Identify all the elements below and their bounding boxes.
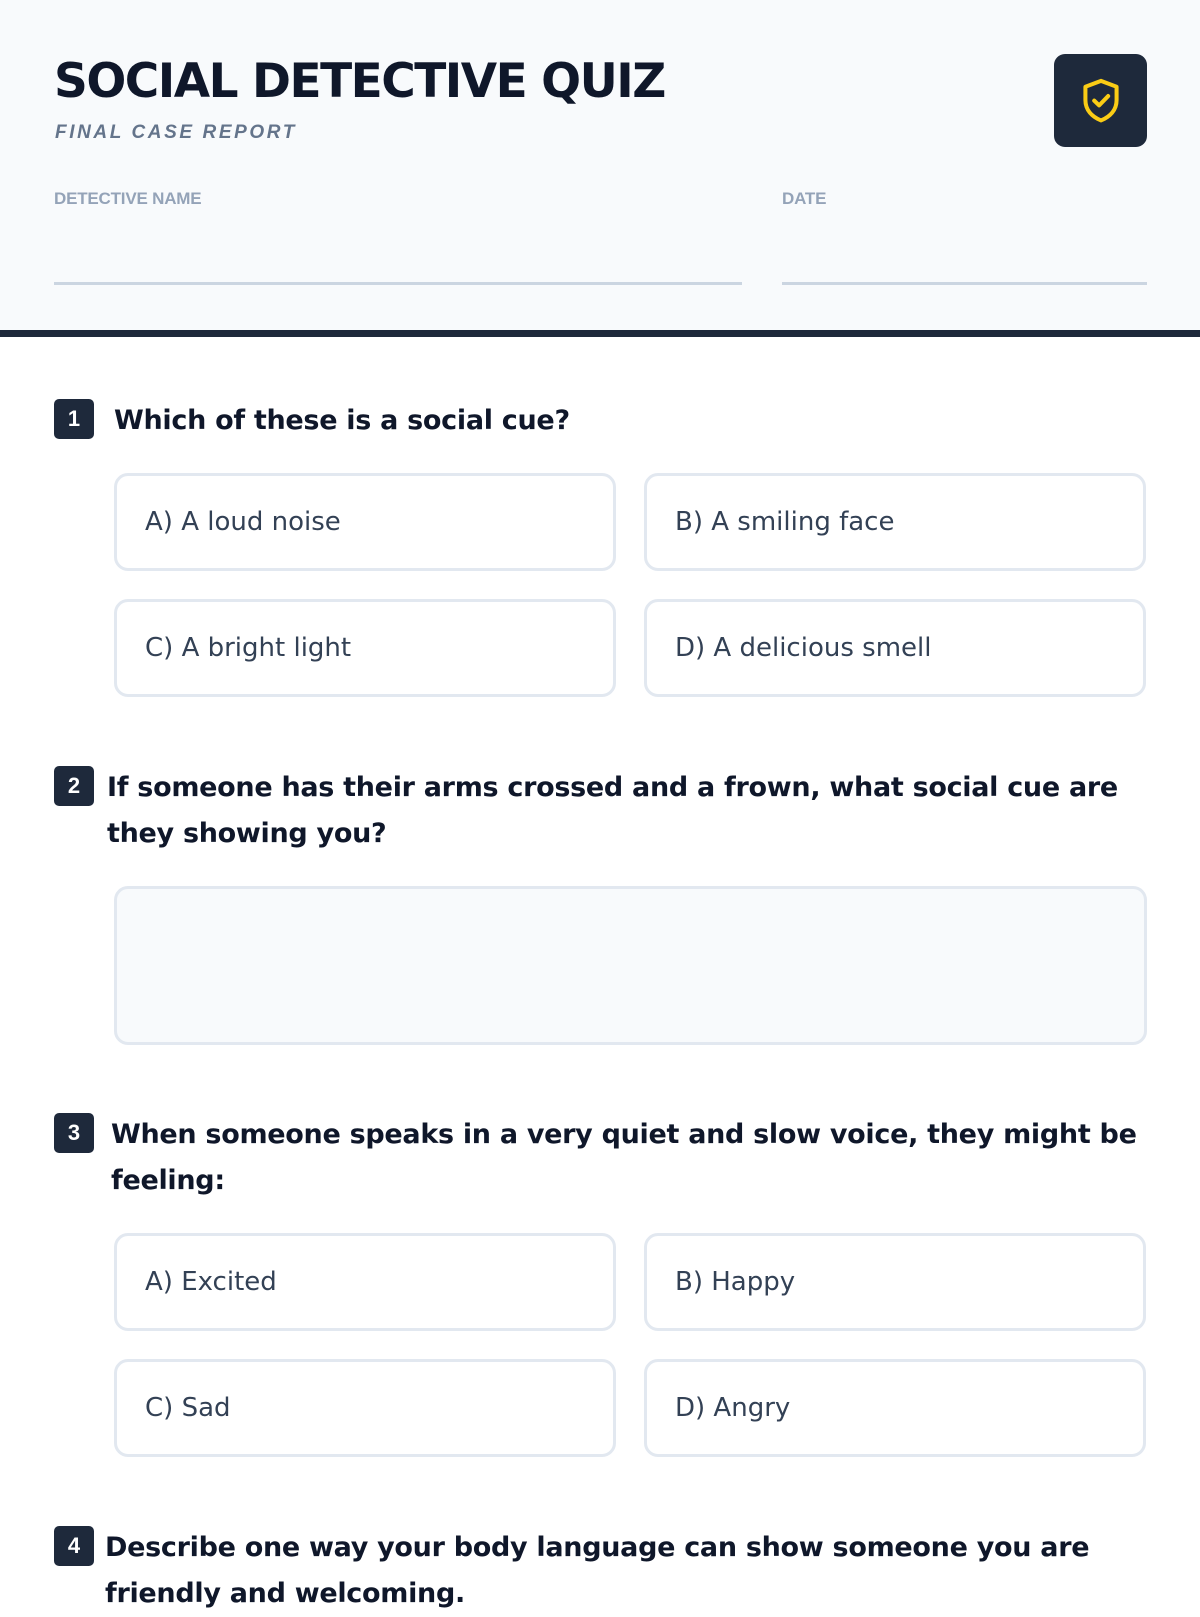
question-text: When someone speaks in a very quiet and slow voice, they might be feeling: <box>111 1119 1137 1196</box>
option-c[interactable]: C) A bright light <box>114 599 616 697</box>
option-c[interactable]: C) Sad <box>114 1359 616 1457</box>
quiz-subtitle: FINAL CASE REPORT <box>55 122 297 143</box>
option-a[interactable]: A) A loud noise <box>114 473 616 571</box>
option-d[interactable]: D) A delicious smell <box>644 599 1146 697</box>
detective-badge <box>1054 54 1147 147</box>
quiz-header <box>0 0 1200 337</box>
question-number-badge: 2 <box>54 766 94 806</box>
quiz-title: SOCIAL DETECTIVE QUIZ <box>54 54 665 109</box>
answer-textarea[interactable] <box>114 886 1147 1045</box>
option-b[interactable]: B) Happy <box>644 1233 1146 1331</box>
question-number-badge: 3 <box>54 1113 94 1153</box>
date-label: DATE <box>782 189 827 208</box>
option-b[interactable]: B) A smiling face <box>644 473 1146 571</box>
question-text: Describe one way your body language can show someone you are friendly and welcoming. <box>105 1532 1090 1609</box>
question-number-badge: 4 <box>54 1526 94 1566</box>
option-a[interactable]: A) Excited <box>114 1233 616 1331</box>
question-text: Which of these is a social cue? <box>114 405 570 436</box>
detective-name-label: DETECTIVE NAME <box>54 189 202 208</box>
shield-check-icon <box>1079 77 1123 125</box>
detective-name-field[interactable] <box>54 282 742 285</box>
option-d[interactable]: D) Angry <box>644 1359 1146 1457</box>
date-field[interactable] <box>782 282 1147 285</box>
question-text: If someone has their arms crossed and a frown, what social cue are they showing you? <box>107 772 1118 849</box>
question-number-badge: 1 <box>54 399 94 439</box>
